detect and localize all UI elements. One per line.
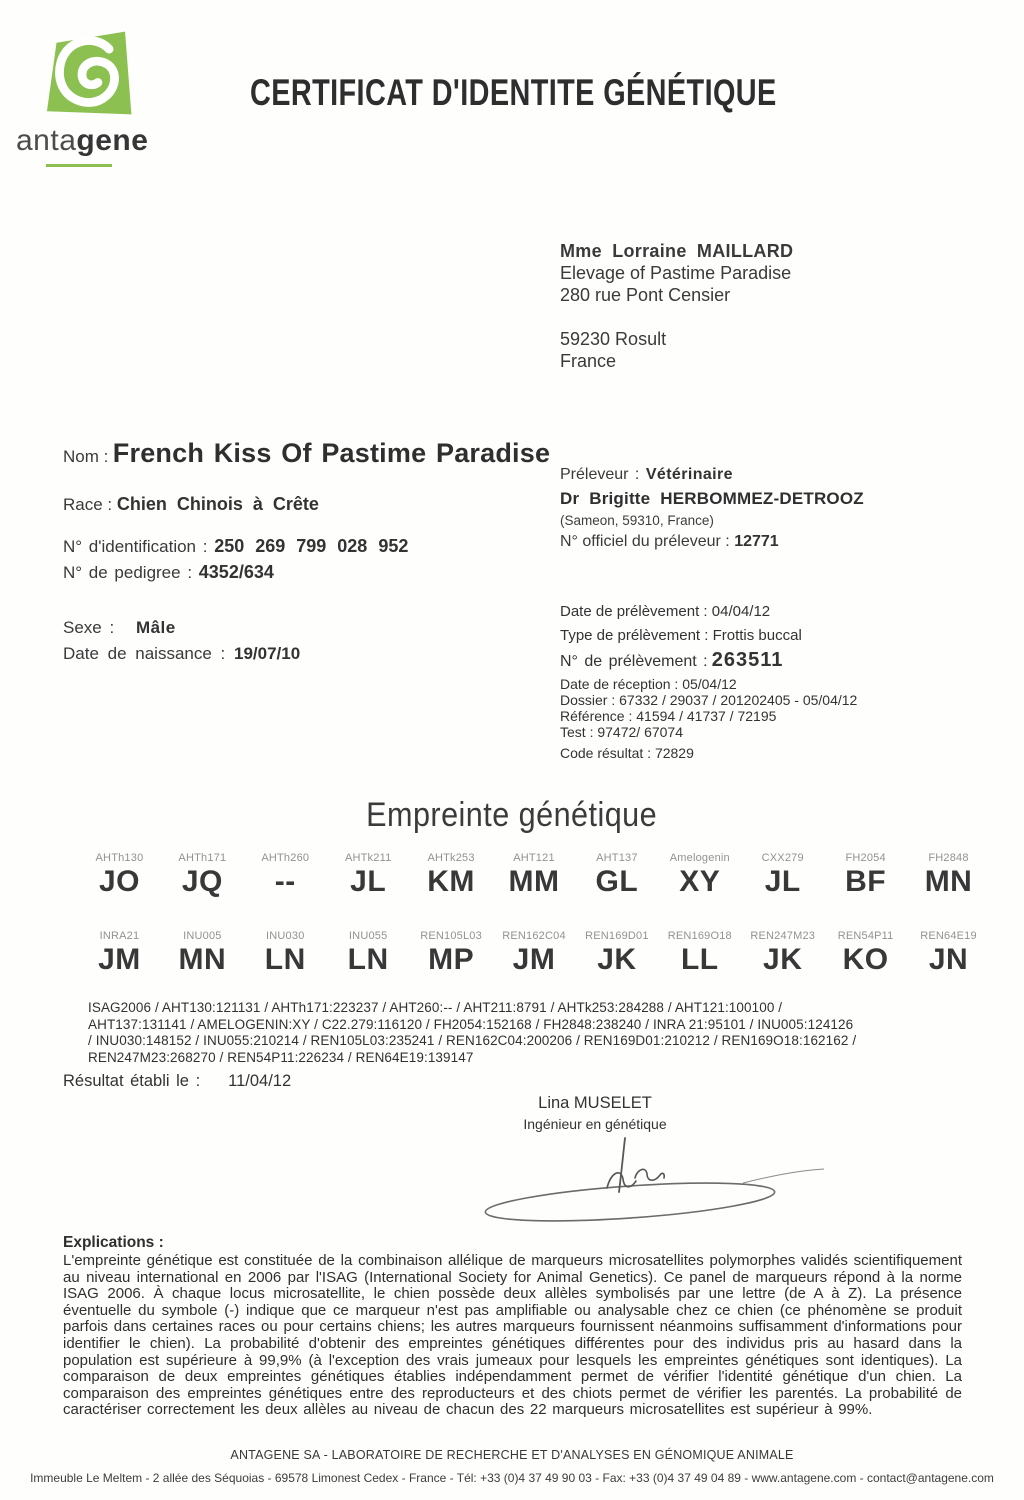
marker-value: JQ (181, 865, 223, 898)
signature-icon (475, 1128, 825, 1233)
marker-row-1 (78, 852, 990, 899)
test-value: 97472/ 67074 (597, 724, 683, 740)
dossier-line (560, 692, 857, 708)
recipient-line: France (560, 351, 617, 371)
marker-value: KM (427, 865, 475, 898)
marker-cell (907, 930, 990, 977)
explanations-label: Explications : (63, 1234, 164, 1251)
sampler-official-number-value: 12771 (734, 533, 779, 550)
marker-cell (327, 930, 410, 977)
brand-underline (46, 164, 112, 167)
dog-sex-label: Sexe : (63, 618, 115, 637)
footer-company-line: ANTAGENE SA - LABORATOIRE DE RECHERCHE ET D'ANALYSES EN GÉNOMIQUE ANIMALE (230, 1448, 794, 1462)
marker-label: AHTh130 (95, 852, 144, 864)
marker-label: AHTh260 (261, 852, 310, 864)
marker-cell (741, 930, 824, 977)
dog-breed-label: Race : (63, 495, 113, 514)
marker-value: JK (597, 943, 637, 976)
explanations-section (63, 1234, 962, 1419)
marker-value: LN (347, 943, 389, 976)
dog-sex-value: Mâle (135, 618, 176, 637)
isag-allele-listing (88, 1000, 958, 1066)
marker-label: CXX279 (761, 852, 804, 864)
marker-label: INRA21 (99, 930, 140, 942)
marker-cell (410, 930, 493, 977)
isag-line: / INU030:148152 / INU055:210214 / REN105L03:235241 / REN162C04:200206 / REN169D01:210212 / REN169O18:162162 / (88, 1033, 857, 1048)
marker-label: AHT137 (596, 852, 638, 864)
marker-cell (410, 852, 493, 899)
marker-cell (161, 930, 244, 977)
test-label: Test : (560, 724, 594, 740)
marker-value: GL (595, 865, 639, 898)
marker-value: BF (845, 865, 887, 898)
dog-id-value: 250 269 799 028 952 (214, 536, 409, 556)
isag-line: AHT137:131141 / AMELOGENIN:XY / C22.279:116120 / FH2054:152168 / FH2848:238240 / INRA 21:95101 / INU005:124126 (88, 1016, 854, 1032)
marker-label: INU030 (266, 930, 305, 942)
dog-id-line (63, 536, 408, 557)
result-date-value: 11/04/12 (228, 1072, 292, 1090)
sampler-name: Dr Brigitte HERBOMMEZ-DETROOZ (560, 489, 864, 508)
sampling-number-label: N° de prélèvement : (560, 653, 708, 670)
antagene-logo-icon (26, 22, 138, 124)
sampler-official-number-label: N° officiel du préleveur : (560, 533, 730, 550)
dog-breed-value: Chien Chinois à Crête (116, 494, 319, 514)
dog-name-label: Nom : (63, 447, 109, 466)
result-code-line (560, 745, 694, 761)
sampler-type: Vétérinaire (645, 466, 733, 483)
explanations-text: L'empreinte génétique est constituée de la combinaison allélique de marqueurs microsatellites polymorphes validés scientifiquement au niveau international en 2006 par l'ISAG (International Society for Animal Genetics). Ce panel de marqueurs répond à la norme ISAG 2006. À chaque locus microsatellite, le chien possède deux allèles symbolisés par une lettre (de A à Z). La présence éventuelle du symbole (-) indique que ce marqueur n'est pas amplifiable ou analysable chez ce chien (ce phénomène se produit parfois dans certaines races ou pour certains chiens; les autres marqueurs fournissent néanmoins suffisamment d'informations pour identifier le chien). La probabilité d'obtenir des empreintes génétiques différentes pour des individus pris au hasard dans la population est supérieure à 99,9% (à l'exception des vrais jumeaux pour lesquels les empreintes génétiques sont identiques). La comparaison de deux empreintes génétiques établies indépendamment permet de vérifier l'identité génétique d'un chien. La comparaison des empreintes génétiques entre des reproducteurs et des chiots permet de vérifier les parentés. La probabilité de caractériser correctement les deux allèles au niveau de chacun des 22 marqueurs microsatellites est supérieur à 99%. (63, 1252, 962, 1419)
marker-cell (78, 852, 161, 899)
sampling-date-label: Date de prélèvement : (560, 603, 708, 620)
marker-label: INU055 (348, 930, 388, 942)
marker-cell (824, 930, 907, 977)
marker-label: REN169D01 (585, 930, 649, 942)
marker-cell (78, 930, 161, 977)
marker-value: MN (178, 943, 227, 976)
recipient-line: Elevage of Pastime Paradise (560, 263, 792, 283)
marker-value: LL (680, 943, 719, 976)
dog-name-value: French Kiss Of Pastime Paradise (112, 438, 551, 468)
sampler-official-number-line (560, 533, 779, 551)
marker-label: AHTh171 (178, 852, 227, 864)
marker-label: REN64E19 (920, 930, 977, 942)
dog-id-label: N° d'identification : (63, 537, 208, 556)
sampling-date-value: 04/04/12 (711, 603, 771, 620)
sampling-block (560, 600, 802, 674)
marker-cell (327, 852, 410, 899)
marker-cell (907, 852, 990, 899)
dog-name-line (63, 438, 550, 469)
marker-cell (244, 852, 327, 899)
marker-value: -- (274, 865, 296, 898)
recipient-line: 280 rue Pont Censier (560, 285, 731, 305)
marker-value: JO (98, 865, 140, 898)
recipient-line: 59230 Rosult (560, 329, 667, 349)
marker-label: FH2054 (845, 852, 886, 864)
marker-label: REN169O18 (667, 930, 732, 942)
test-line (560, 724, 857, 740)
sampler-line (560, 466, 733, 484)
marker-label: INU005 (183, 930, 222, 942)
marker-label: AHTk253 (427, 852, 475, 864)
marker-value: JL (350, 865, 387, 898)
marker-value: JM (98, 943, 141, 976)
result-code-label: Code résultat : (560, 745, 652, 761)
marker-label: Amelogenin (669, 852, 730, 864)
isag-line: REN247M23:268270 / REN54P11:226234 / REN64E19:139147 (88, 1049, 474, 1065)
result-date-line (63, 1072, 291, 1091)
sampling-type-line (560, 624, 802, 648)
brand-anta: anta (16, 124, 77, 157)
marker-row-2 (78, 930, 990, 977)
marker-label: REN162C04 (502, 930, 566, 942)
marker-cell (161, 852, 244, 899)
sampling-type-label: Type de prélèvement : (560, 627, 709, 644)
isag-line: ISAG2006 / AHT130:121131 / AHTh171:223237 / AHT260:-- / AHT211:8791 / AHTk253:284288 / AHT121:100100 / (88, 1000, 783, 1015)
marker-cell (741, 852, 824, 899)
marker-cell (575, 930, 658, 977)
reference-label: Référence : (560, 708, 633, 724)
sampler-location: (Sameon, 59310, France) (560, 513, 714, 528)
marker-label: AHTk211 (344, 852, 392, 864)
dog-pedigree-value: 4352/634 (198, 562, 274, 582)
reception-date-label: Date de réception : (560, 676, 679, 692)
dog-birthdate-line (63, 644, 300, 664)
marker-value: KO (842, 943, 889, 976)
signatory-title: Ingénieur en génétique (523, 1116, 667, 1132)
sampling-number-value: 263511 (711, 649, 784, 671)
marker-cell (658, 852, 741, 899)
marker-label: AHT121 (513, 852, 555, 864)
fingerprint-title-text: Empreinte génétique (366, 796, 658, 834)
dog-pedigree-label: N° de pedigree : (63, 563, 193, 582)
marker-label: FH2848 (928, 852, 969, 864)
brand-wordmark (16, 124, 148, 158)
fingerprint-section-title (0, 796, 1024, 835)
marker-value: MM (508, 865, 560, 898)
dossier-value: 67332 / 29037 / 201202405 - 05/04/12 (619, 692, 858, 708)
marker-value: JM (512, 943, 556, 976)
dog-birthdate-value: 19/07/10 (234, 644, 301, 663)
sampling-date-line (560, 600, 802, 624)
marker-value: XY (679, 865, 721, 898)
dog-pedigree-line (63, 562, 274, 583)
marker-cell (493, 852, 576, 899)
signatory-block (445, 1094, 745, 1132)
dog-birthdate-label: Date de naissance : (63, 644, 226, 663)
recipient-address (560, 240, 793, 372)
dog-sex-line (63, 618, 176, 638)
dossier-label: Dossier : (560, 692, 616, 708)
dog-breed-line (63, 494, 319, 515)
marker-label: REN105L03 (420, 930, 482, 942)
reference-value: 41594 / 41737 / 72195 (636, 708, 777, 724)
marker-value: JK (763, 943, 803, 976)
marker-value: JN (928, 943, 969, 976)
reception-date-value: 05/04/12 (682, 676, 737, 692)
sampling-type-value: Frottis buccal (712, 627, 802, 644)
marker-cell (244, 930, 327, 977)
sampling-number-line (560, 648, 802, 674)
marker-value: LN (264, 943, 306, 976)
marker-label: REN247M23 (750, 930, 816, 942)
reception-block (560, 676, 857, 740)
document-title: CERTIFICAT D'IDENTITE GÉNÉTIQUE (250, 72, 777, 113)
reception-date-line (560, 676, 857, 692)
result-date-label: Résultat établi le : (63, 1072, 201, 1090)
marker-cell (824, 852, 907, 899)
marker-label: REN54P11 (837, 930, 894, 942)
sampler-label: Préleveur : (560, 466, 640, 483)
footer-address-line: Immeuble Le Meltem - 2 allée des Séquoias - 69578 Limonest Cedex - France - Tél: +33 (0)4 37 49 90 03 - Fax: +33 (0)4 37 49 04 89 - www.antagene.com - contact@antagene.com (30, 1471, 994, 1485)
address-gap (560, 306, 793, 328)
reference-line (560, 708, 857, 724)
brand-gene: gene (76, 124, 149, 157)
marker-value: MP (428, 943, 475, 976)
marker-cell (493, 930, 576, 977)
marker-cell (658, 930, 741, 977)
recipient-name: Mme Lorraine MAILLARD (560, 241, 794, 261)
marker-cell (575, 852, 658, 899)
marker-value: JL (764, 865, 801, 898)
result-code-value: 72829 (654, 745, 694, 761)
marker-value: MN (924, 865, 973, 898)
signatory-name: Lina MUSELET (538, 1094, 652, 1112)
